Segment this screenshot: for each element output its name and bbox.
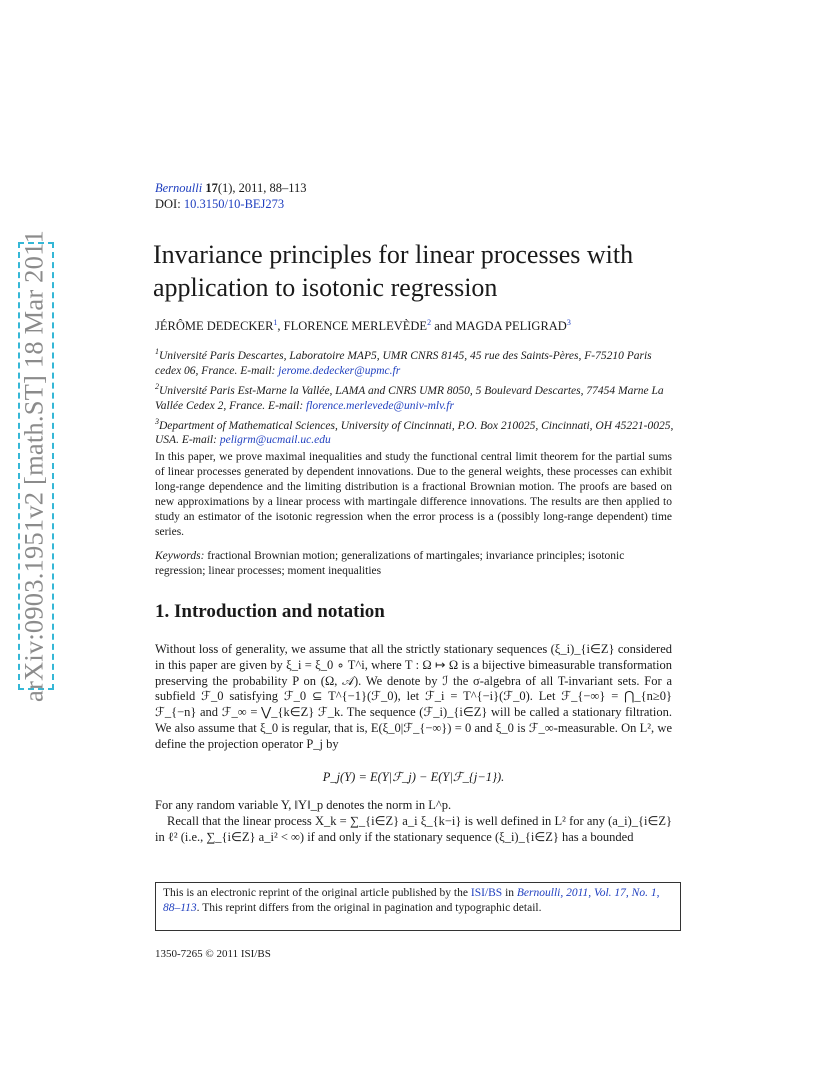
journal-citation xyxy=(155,180,307,212)
author-separator: and xyxy=(431,319,456,334)
keywords-label: Keywords: xyxy=(155,550,205,562)
section-title: Introduction and notation xyxy=(174,601,385,622)
reprint-prefix: This is an electronic reprint of the original article published by the xyxy=(163,887,471,899)
affiliation-list xyxy=(155,344,675,448)
section-heading xyxy=(155,601,385,623)
affiliation-marker: 1 xyxy=(155,347,159,356)
affiliation-text: Université Paris Descartes, Laboratoire MAP5, UMR CNRS 8145, 45 rue des Saints-Pères, F-75210 Paris cedex 06, France. E-mail: xyxy=(155,349,652,377)
affiliation-marker: 3 xyxy=(155,416,159,426)
author-name: FLORENCE MERLEVÈDE xyxy=(283,319,428,334)
copyright-line: 1350-7265 © 2011 ISI/BS xyxy=(155,948,271,960)
email-link[interactable]: jerome.dedecker@upmc.fr xyxy=(278,364,401,377)
arxiv-identifier: arXiv:0903.1951v2 [math.ST] 18 Mar 2011 xyxy=(18,230,49,702)
journal-link[interactable]: Bernoulli xyxy=(155,181,203,195)
projection-equation: P_j(Y) = E(Y|ℱ_j) − E(Y|ℱ_{j−1}). xyxy=(322,770,505,784)
author-separator: , xyxy=(277,319,284,334)
norm-sentence: For any random variable Y, ‖Y‖_p denotes the norm in L^p. xyxy=(155,798,452,812)
reprint-notice xyxy=(155,882,681,931)
body-continuation xyxy=(155,798,672,845)
intro-paragraph: Without loss of generality, we assume that all the strictly stationary sequences (ξ_i)_{i∈Z} considered in this paper are given by ξ_i = ξ_0 ∘ T^i, where T : Ω ↦ Ω is a bijective bimeasurable transformation preserving the probability P on (Ω, 𝒜). We denote by ℐ the σ-algebra of all T-invariant sets. For a subfield ℱ_0 satisfying ℱ_0 ⊆ T^{−1}(ℱ_0), let ℱ_i = T^{−i}(ℱ_0). Let ℱ_{−∞} = ⋂_{n≥0} ℱ_{−n} and ℱ_∞ = ⋁_{k∈Z} ℱ_k. The sequence (ℱ_i)_{i∈Z} will be called a stationary filtration. We also assume that ξ_0 is regular, that is, E(ξ_0|ℱ_{−∞}) = 0 and ξ_0 is ℱ_∞-measurable. On L², we define the projection operator P_j by xyxy=(155,642,672,751)
linear-process-sentence: Recall that the linear process X_k = ∑_{i∈Z} a_i ξ_{k−i} is well defined in L² for any (a_i)_{i∈Z} in ℓ² (i.e., ∑_{i∈Z} a_i² < ∞) if and only if the stationary sequence (ξ_i)_{i∈Z} has a bounded xyxy=(155,813,672,844)
journal-volume: 17 xyxy=(205,181,218,195)
paper-title: Invariance principles for linear processes with application to isotonic regression xyxy=(153,240,634,302)
reprint-suffix: . This reprint differs from the original in pagination and typographic detail. xyxy=(196,902,542,914)
email-link[interactable]: peligrm@ucmail.uc.edu xyxy=(219,434,331,447)
author-name: JÉRÔME DEDECKER xyxy=(155,319,274,334)
reprint-mid: in xyxy=(502,887,517,899)
affiliation-marker: 2 xyxy=(155,381,159,391)
abstract: In this paper, we prove maximal inequalities and study the functional central limit theorem for the partial sums of linear processes generated by dependent innovations. Due to the general weights, these processes can exhibit long-range dependence and the limiting distribution is a fractional Brownian motion. The proofs are based on new approximations by a linear process with martingale difference innovations. The results are then applied to study an estimator of the isotonic regression when the error process is a (possibly long-range dependent) time series. xyxy=(155,451,672,538)
keywords-text: fractional Brownian motion; generalizations of martingales; invariance principles; isotonic regression; linear processes; moment inequalities xyxy=(155,550,625,577)
affiliation-item xyxy=(155,414,675,449)
affiliation-item xyxy=(155,344,675,379)
affiliation-item xyxy=(155,379,675,414)
doi-label: DOI: xyxy=(155,197,181,211)
section-number: 1. xyxy=(155,601,170,622)
author-affiliation-marker[interactable]: 1 xyxy=(273,318,278,327)
author-name: MAGDA PELIGRAD xyxy=(455,319,567,334)
author-list xyxy=(155,318,571,334)
journal-reference-link[interactable]: Bernoulli, 2011, Vol. 17, No. 1, 88–113 xyxy=(163,887,660,914)
affiliation-text: Department of Mathematical Sciences, University of Cincinnati, P.O. Box 210025, Cincinnati, OH 45221-0025, USA. E-mail: xyxy=(155,419,674,447)
keywords xyxy=(155,549,672,579)
author-affiliation-marker[interactable]: 2 xyxy=(427,318,432,327)
publisher-link[interactable]: ISI/BS xyxy=(470,887,503,899)
email-link[interactable]: florence.merlevede@univ-mlv.fr xyxy=(306,399,454,412)
affiliation-text: Université Paris Est-Marne la Vallée, LAMA and CNRS UMR 8050, 5 Boulevard Descartes, 77454 Marne La Vallée Cedex 2, France. E-mail: xyxy=(155,384,664,412)
author-affiliation-marker[interactable]: 3 xyxy=(566,318,571,327)
journal-issue-pages: (1), 2011, 88–113 xyxy=(217,181,307,195)
doi-link[interactable]: 10.3150/10-BEJ273 xyxy=(183,197,285,211)
